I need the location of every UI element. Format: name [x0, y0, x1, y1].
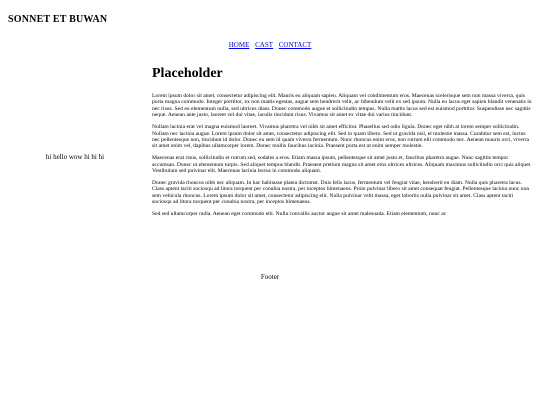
sidebar-text: hi hello wow hi hi hi	[45, 153, 105, 161]
nav-link-contact[interactable]: CONTACT	[278, 41, 312, 49]
sidebar	[0, 153, 150, 161]
content-paragraph: Maecenas erat risus, sollicitudin et rutrum sed, sodales a eros. Etiam massa ipsum, pellentesque sit amet justo et, faucibus pharetra augue. Nunc sagittis tempor accumsan. Donec ut elementum turpis. Sed aliquet tempus blandit. Praesent pretium magna sit amet eros ultrices ultrices. Aliquam maximus sollicitudin orci quis aliquet. Vestibulum sed pulvinar elit. Maecenas lacinia lectus in commodo aliquam.	[152, 155, 532, 175]
content-paragraph: Sed sed ullamcorper nulla. Aenean eget commodo elit. Nulla convallis auctor augue sit amet malesuada. Etiam elementum, nunc ac	[152, 211, 447, 218]
footer-text: Footer	[260, 273, 280, 281]
content-paragraph: Donec gravida rhoncus nibh nec aliquam. In hac habitasse platea dictumst. Duis felis lacus, fermentum vel feugiat vitae, hendrerit eu diam. Nulla quis pharetra lacus. Class aptent taciti sociosqu ad litora torquent per conubia nostra, per inceptos himenaeos. Proin pulvinar libero sit amet consequat feugiat. Pellentesque lacinia nunc non sem vehicula rhoncus. Lorem ipsum dolor sit amet, consectetur adipiscing elit. Nulla pulvinar velit massa, eget lobortis nulla pulvinar sit amet. Class aptent taciti sociosqu ad litora torquent per conubia nostra, per inceptos himenaeos.	[152, 179, 530, 206]
footer	[0, 273, 540, 281]
site-title: SONNET ET BUWAN	[8, 14, 108, 25]
content-paragraph: Lorem ipsum dolor sit amet, consectetur adipiscing elit. Mauris eu aliquam sapien. Aliquam vel condimentum eros. Maecenas scelerisque sem non massa viverra, quis porta magna commodo. Integer porttitor, ex non mattis egestas, augue sem hendrerit velit, ac bibendum velit ex sed ipsum. Nulla eu lacus eget sapien blandit venenatis in nec risus. Sed eu elementum nulla, sed ultrices diam. Donec commodo augue et sollicitudin tempus. Nulla mattis lacus sed est euismod porttitor. Suspendisse nec sagittis neque. Aenean ante justo, laoreet vel dui vitae, iaculis tincidunt risus. Vivamus sit amet ex vitae dui varius tincidunt.	[152, 93, 532, 119]
content-paragraph: Nullam lacinia erat vel magna euismod laoreet. Vivamus pharetra vel nibh sit amet efficitur. Phasellus sed odio ligula. Donec eget nibh at lorem semper sollicitudin. Nullam nec lacinia augue. Lorem ipsum dolor sit amet, consectetur adipiscing elit. Sed in quam libero. Sed ut gravida nisl, et molestie massa. Curabitur sem est, luctus nec pellentesque non, tincidunt id dolor. Donec eu sem id quam viverra fermentum. Nunc rhoncus enim eros, non rutrum elit commodo nec. Aenean mauris orci, viverra sit amet enim vel, dapibus ullamcorper lorem. Donec mollis faucibus lacinia. Praesent porta est ut enim semper molestie.	[152, 124, 530, 150]
main-content[interactable]	[152, 64, 533, 260]
page-heading: Placeholder	[152, 66, 223, 81]
top-nav	[0, 41, 540, 49]
nav-link-cast[interactable]: CAST	[255, 41, 274, 49]
nav-link-home[interactable]: HOME	[228, 41, 250, 49]
